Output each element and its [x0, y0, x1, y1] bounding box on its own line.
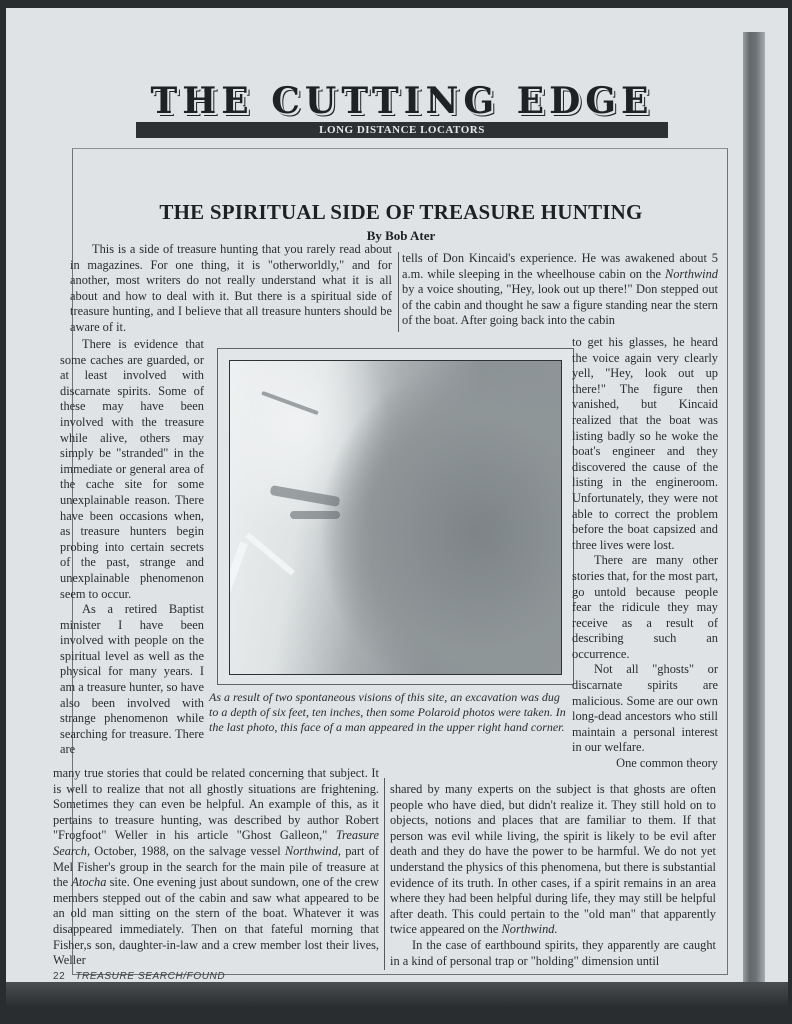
- binding-shadow: [743, 32, 765, 992]
- left-column: There is evidence that some caches are guarded, or at least involved with discarnate spirits. Some of these may have been involved with the treasure while alive, others may simply be "stranded" in the immediate or general area of the cache site for some unexplainable reason. There have been occasions when, as treasure hunters begin probing into certain secrets of the past, strange and unexplainable phenomenon seem to occur. As a retired Baptist minister I have been involved with people on the spiritual level as well as the physical for many years. I am a treasure hunter, so have also been involved with strange phenomenon while searching for treasure. There are: [60, 337, 204, 757]
- page-footer: [53, 971, 225, 982]
- right-column: to get his glasses, he heard the voice again very clearly yell, "Hey, look out up there!" The figure then vanished, but Kincaid realized that the boat was listing badly so he woke the boat's engineer and they discovered the cause of the listing in the engineroom. Unfortunately, they were not able to correct the problem before the boat capsized and three lives were lost. There are many other stories that, for the most part, go untold because people fear the ridicule they may receive as a result of describing such an occurrence. Not all "ghosts" or discarnate spirits are malicious. Some are our own long-dead ancestors who still maintain a personal interest in our welfare. One common theory: [572, 335, 718, 771]
- column-rule: [398, 252, 399, 332]
- photo-caption: As a result of two spontaneous visions of this site, an excavation was dug to a depth of six feet, ten inches, then some Polaroid photos were taken. In the last photo, this face of a man appeared in the upper right hand corner.: [209, 690, 566, 734]
- top-right-paragraph: tells of Don Kincaid's experience. He was awakened about 5 a.m. while sleeping in the wheelhouse cabin on the Northwind by a voice shouting, "Hey, look out up there!" Don stepped out of the cabin and thought he saw a figure standing near the stern of the boat. After going back into the cabin: [402, 251, 719, 328]
- magazine-page: [6, 8, 788, 1006]
- bottom-right-paragraph: shared by many experts on the subject is that ghosts are often people who have died, but didn't realize it. They still hold on to objects, notions and places that are familiar to them. If that person was evil while living, the spirit is likely to be evil after death and they do have the power to be harmful. We do not yet understand the physics of this phenomena, but there is substantial evidence of its truth. In other cases, if a spirit remains in an area where they had been helpful during life, they may still be helpful after death. This could pertain to the "old man" that apparently twice appeared on the Northwind. In the case of earthbound spirits, they apparently are caught in a kind of personal trap or "holding" dimension until: [390, 782, 716, 968]
- article-byline: By Bob Ater: [366, 228, 436, 243]
- photo-frame: [217, 348, 574, 685]
- intro-paragraph: This is a side of treasure hunting that you rarely read about in magazines. For one thing, it is "otherworldly," and for another, most writers do not really understand what it is all about and how to deal with it. But there is a spiritual side of treasure hunting, and I believe that all treasure hunters should be aware of it.: [70, 242, 392, 334]
- scan-edge-shadow: [6, 982, 788, 1006]
- masthead-subtitle: LONG DISTANCE LOCATORS: [136, 122, 668, 138]
- bottom-left-paragraph: many true stories that could be related concerning that subject. It is well to realize that not all ghostly situations are frightening. Sometimes they can even be helpful. An example of this, as it pertains to treasure hunting, was described by author Robert "Frogfoot" Weller in his article "Ghost Galleon," Treasure Search, October, 1988, on the salvage vessel Northwind, part of Mel Fisher's group in the search for the main pile of treasure at the Atocha site. One evening just about sundown, one of the crew members stepped out of the cabin and saw what appeared to be an old man sitting on the stern of the boat. Whatever it was disappeared immediately. Then on that fateful morning that Fisher,s son, daughter-in-law and a crew member lost their lives, Weller: [53, 766, 380, 968]
- article-headline: THE SPIRITUAL SIDE OF TREASURE HUNTING: [159, 200, 643, 224]
- masthead-title: THE CUTTING EDGE: [150, 80, 654, 122]
- masthead: [136, 78, 668, 144]
- excavation-photo: [229, 360, 562, 675]
- page-number: 22: [53, 971, 66, 982]
- publication-name: TREASURE SEARCH/FOUND: [75, 971, 226, 982]
- column-rule: [384, 778, 385, 970]
